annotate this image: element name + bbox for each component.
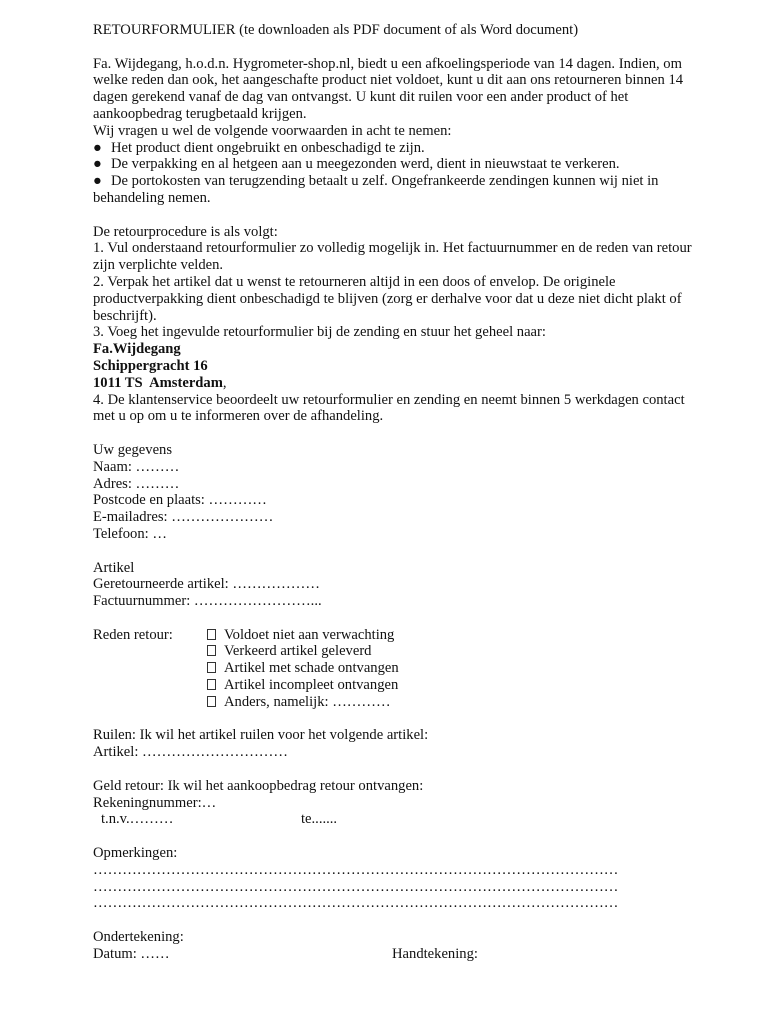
account-number-field[interactable]: Rekeningnummer:… <box>93 794 217 811</box>
procedure-step: 2. Verpak het artikel dat u wenst te retourneren altijd in een doos of envelop. De originele productverpakking dient onbeschadigd te blijven (zorg er derhalve voor dat u deze niet dicht plakt of beschrijft). <box>93 273 682 324</box>
article-section <box>93 560 693 610</box>
section-heading: Uw gegevens <box>93 441 173 458</box>
address-name: Fa.Wijdegang <box>93 341 181 358</box>
section-heading: Opmerkingen: <box>93 845 178 862</box>
signature-field[interactable]: Handtekening: <box>392 945 478 962</box>
bullet-icon: ● <box>93 173 102 190</box>
reason-label: Reden retour: <box>93 626 173 643</box>
section-heading: Ondertekening: <box>93 929 184 946</box>
conditions-intro: Wij vragen u wel de volgende voorwaarden in acht te nemen: <box>93 122 452 139</box>
reason-option[interactable]: Verkeerd artikel geleverd <box>207 643 693 660</box>
condition-item: ● De verpakking en al hetgeen aan u meegezonden werd, dient in nieuwstaat te verkeren. <box>93 156 620 173</box>
checkbox-icon[interactable] <box>207 679 216 690</box>
checkbox-icon[interactable] <box>207 662 216 673</box>
refund-text: Geld retour: Ik wil het aankoopbedrag retour ontvangen: <box>93 777 424 794</box>
procedure-intro: De retourprocedure is als volgt: <box>93 223 278 240</box>
name-field[interactable]: Naam: ……… <box>93 458 180 475</box>
checkbox-icon[interactable] <box>207 645 216 656</box>
address-city-suffix: , <box>222 374 227 391</box>
address-city: 1011 TS Amsterdam <box>93 374 223 391</box>
remarks-line[interactable]: ……………………………………………………………………………………………… <box>93 861 619 878</box>
signature-section <box>93 929 693 963</box>
account-city-field[interactable]: te....... <box>301 811 338 828</box>
procedure-step: 3. Voeg het ingevulde retourformulier bij de zending en stuur het geheel naar: <box>93 324 546 341</box>
bullet-icon: ● <box>93 156 102 173</box>
remarks-line[interactable]: ……………………………………………………………………………………………… <box>93 895 619 912</box>
account-holder-field[interactable]: t.n.v.……… <box>101 811 174 828</box>
checkbox-icon[interactable] <box>207 696 216 707</box>
remarks-section <box>93 845 693 912</box>
postcode-field[interactable]: Postcode en plaats: ………… <box>93 492 267 509</box>
reason-option[interactable]: Anders, namelijk: ………… <box>207 694 693 711</box>
address-field[interactable]: Adres: ……… <box>93 475 180 492</box>
document-title: RETOURFORMULIER (te downloaden als PDF document of als Word document) <box>93 22 579 38</box>
conditions-list <box>93 140 693 207</box>
reason-option[interactable]: Artikel met schade ontvangen <box>207 660 693 677</box>
address-street: Schippergracht 16 <box>93 357 208 374</box>
reason-option[interactable]: Artikel incompleet ontvangen <box>207 677 693 694</box>
refund-section <box>93 778 693 828</box>
reason-options <box>207 627 693 711</box>
exchange-section <box>93 727 693 761</box>
returned-article-field[interactable]: Geretourneerde artikel: ……………… <box>93 576 320 593</box>
return-address <box>93 341 693 391</box>
checkbox-icon[interactable] <box>207 629 216 640</box>
section-heading: Artikel <box>93 559 135 576</box>
condition-item: ● De portokosten van terugzending betaalt u zelf. Ongefrankeerde zendingen kunnen wij niet in behandeling nemen. <box>93 173 659 206</box>
remarks-line[interactable]: ……………………………………………………………………………………………… <box>93 878 619 895</box>
reason-option[interactable]: Voldoet niet aan verwachting <box>207 627 693 644</box>
bullet-icon: ● <box>93 139 102 156</box>
exchange-article-field[interactable]: Artikel: ………………………… <box>93 744 288 761</box>
document-page <box>93 22 693 963</box>
procedure-step: 1. Vul onderstaand retourformulier zo volledig mogelijk in. Het factuurnummer en de reden van retour zijn verplichte velden. <box>93 240 692 274</box>
intro-paragraph: Fa. Wijdegang, h.o.d.n. Hygrometer-shop.nl, biedt u een afkoelingsperiode van 14 dagen. Indien, om welke reden dan ook, het aangeschafte product niet voldoet, kunt u dit aan ons retourneren binnen 14 dagen gerekend vanaf de dag van ontvangst. U kunt dit ruilen voor een ander product of het aankoopbedrag terugbetaald krijgen. <box>93 55 684 122</box>
date-field[interactable]: Datum: …… <box>93 945 170 962</box>
exchange-text: Ruilen: Ik wil het artikel ruilen voor het volgende artikel: <box>93 727 429 744</box>
phone-field[interactable]: Telefoon: … <box>93 525 167 542</box>
personal-details-section <box>93 442 693 543</box>
condition-item: ● Het product dient ongebruikt en onbeschadigd te zijn. <box>93 139 425 156</box>
email-field[interactable]: E-mailadres: ………………… <box>93 509 274 526</box>
procedure-step: 4. De klantenservice beoordeelt uw retourformulier en zending en neemt binnen 5 werkdagen contact met u op om u te informeren over de afhandeling. <box>93 391 685 425</box>
return-reason-section <box>93 627 693 711</box>
invoice-number-field[interactable]: Factuurnummer: ……………………... <box>93 593 322 610</box>
